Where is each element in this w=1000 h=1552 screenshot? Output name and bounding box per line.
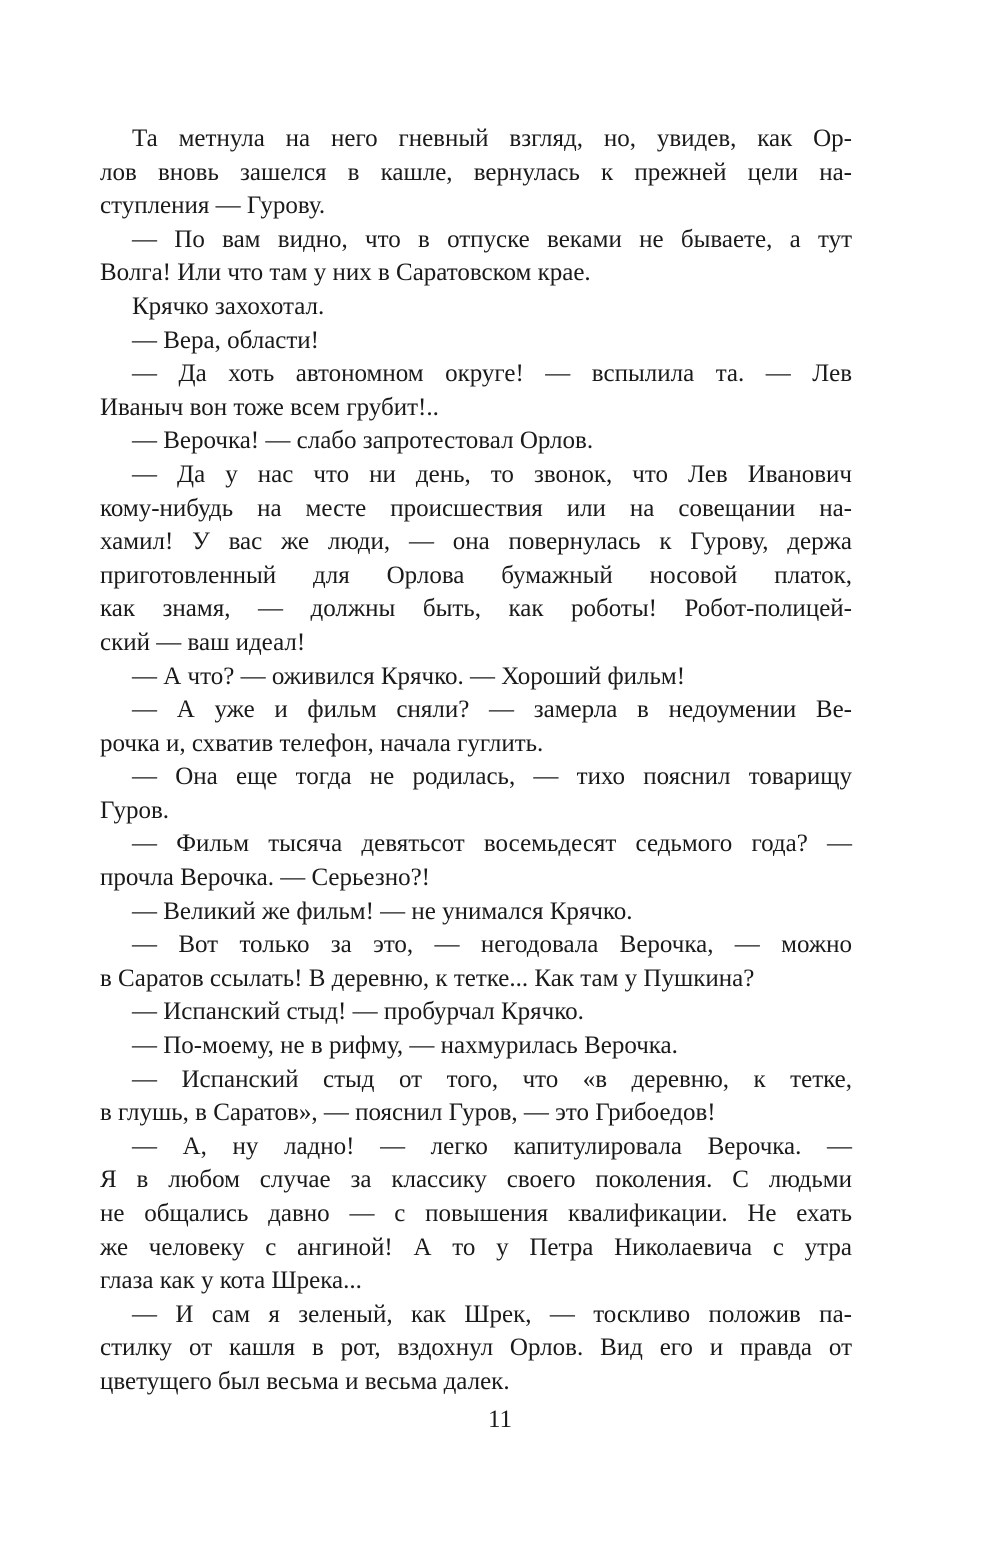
text-line: — А, ну ладно! — легко капитулировала Верочка. — — [132, 1132, 852, 1160]
paragraph — [100, 1298, 852, 1399]
text-line: в глушь, в Саратов», — пояснил Гуров, — это Грибоедов! — [100, 1099, 716, 1127]
text-line: лов вновь зашелся в кашле, вернулась к прежней цели на- — [100, 158, 852, 186]
text-line: — А уже и фильм сняли? — замерла в недоумении Ве- — [132, 696, 852, 724]
paragraph — [100, 693, 852, 760]
text-line: Крячко захохотал. — [132, 292, 325, 320]
paragraph — [100, 424, 852, 458]
text-line: как знамя, — должны быть, как роботы! Робот-полицей- — [100, 595, 852, 623]
text-line: глаза как у кота Шрека... — [100, 1267, 362, 1295]
book-page-text — [100, 122, 852, 1399]
paragraph — [100, 995, 852, 1029]
text-line: Иваныч вон тоже всем грубит!.. — [100, 393, 439, 421]
text-line: ступления — Гурову. — [100, 192, 326, 220]
text-line: кому-нибудь на месте происшествия или на совещании на- — [100, 494, 852, 522]
paragraph — [100, 458, 852, 660]
text-line: рочка и, схватив телефон, начала гуглить. — [100, 729, 544, 757]
text-line: — И сам я зеленый, как Шрек, — тоскливо положив па- — [132, 1300, 852, 1328]
paragraph — [100, 290, 852, 324]
paragraph — [100, 1063, 852, 1130]
paragraph — [100, 928, 852, 995]
text-line: — Вот только за это, — негодовала Верочка, — можно — [132, 931, 852, 959]
paragraph — [100, 827, 852, 894]
text-line: Волга! Или что там у них в Саратовском крае. — [100, 259, 591, 287]
text-line: прочла Верочка. — Серьезно?! — [100, 864, 430, 892]
text-line: не общались давно — с повышения квалификации. Не ехать — [100, 1200, 852, 1227]
page-number: 11 — [487, 1406, 513, 1433]
text-line: — По вам видно, что в отпуске веками не бываете, а тут — [132, 225, 852, 253]
text-line: хамил! У вас же люди, — она повернулась к Гурову, держа — [100, 528, 852, 556]
text-line: цветущего был весьма и весьма далек. — [100, 1367, 510, 1395]
paragraph — [100, 760, 852, 827]
paragraph — [100, 122, 852, 223]
text-line: ский — ваш идеал! — [100, 628, 306, 656]
text-line: Я в любом случае за классику своего поколения. С людьми — [100, 1166, 852, 1194]
text-line: — А что? — оживился Крячко. — Хороший фильм! — [132, 662, 686, 690]
paragraph — [100, 660, 852, 694]
text-line: — Фильм тысяча девятьсот восемьдесят седьмого года? — — [132, 830, 852, 858]
text-line: же человеку с ангиной! А то у Петра Николаевича с утра — [100, 1233, 852, 1261]
text-line: в Саратов ссылать! В деревню, к тетке... Как там у Пушкина? — [100, 964, 755, 992]
paragraph — [100, 1130, 852, 1298]
paragraph — [100, 223, 852, 290]
paragraph — [100, 895, 852, 929]
text-line: — Верочка! — слабо запротестовал Орлов. — [132, 427, 594, 455]
text-line: Та метнула на него гневный взгляд, но, увидев, как Ор- — [132, 125, 852, 152]
text-line: — Испанский стыд! — пробурчал Крячко. — [132, 998, 584, 1026]
text-line: стилку от кашля в рот, вздохнул Орлов. Вид его и правда от — [100, 1334, 852, 1362]
text-line: — Испанский стыд от того, что «в деревню, к тетке, — [132, 1065, 852, 1093]
text-line: — По-моему, не в рифму, — нахмурилась Верочка. — [132, 1032, 678, 1060]
text-line: Гуров. — [100, 796, 170, 824]
text-line: — Она еще тогда не родилась, — тихо пояснил товарищу — [132, 763, 852, 791]
text-line: — Вера, области! — [132, 326, 320, 354]
paragraph — [100, 324, 852, 358]
paragraph — [100, 357, 852, 424]
paragraph — [100, 1029, 852, 1063]
text-line: — Да у нас что ни день, то звонок, что Лев Иванович — [132, 460, 852, 488]
text-line: — Да хоть автономном округе! — вспылила та. — Лев — [132, 360, 852, 388]
text-line: — Великий же фильм! — не унимался Крячко. — [132, 897, 633, 925]
text-line: приготовленный для Орлова бумажный носовой платок, — [100, 561, 852, 589]
